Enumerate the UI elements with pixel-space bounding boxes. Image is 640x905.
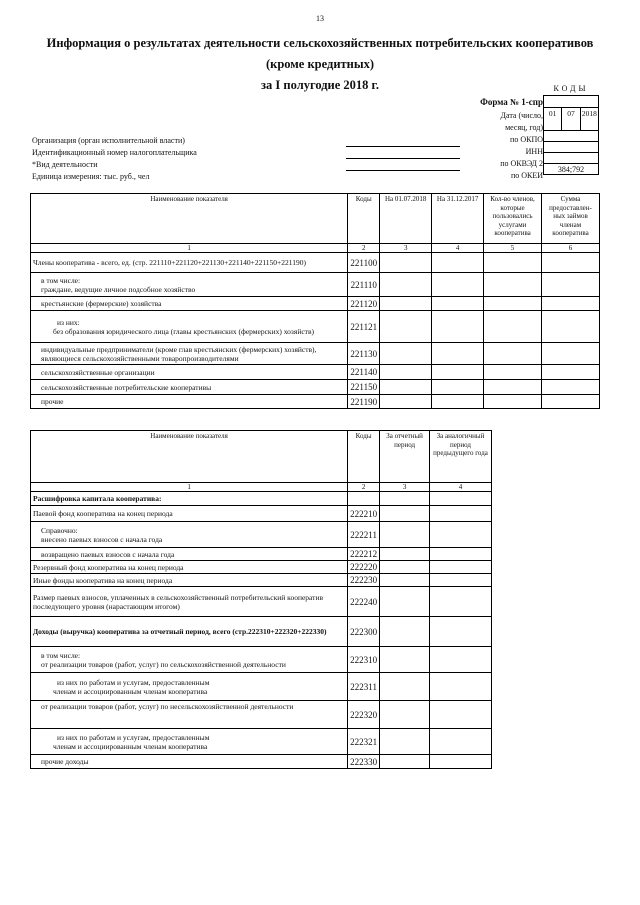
row-label-line2: внесено паевых взносов с начала года (41, 534, 163, 544)
form-code-cell (544, 96, 598, 107)
value-cell[interactable] (380, 506, 430, 522)
index-cell: 2 (348, 483, 380, 492)
value-cell[interactable] (542, 343, 600, 365)
row-label: Иные фонды кооператива на конец периода (31, 574, 348, 587)
row-label-line2: без образования юридического лица (главы крестьянских (фермерских) хозяйств) (53, 326, 314, 336)
value-cell[interactable] (380, 253, 432, 273)
value-cell[interactable] (430, 561, 492, 574)
row-code: 222210 (348, 506, 380, 522)
col-header-codes: Коды (348, 194, 380, 244)
row-label: Доходы (выручка) кооператива за отчетный период, всего (стр.222310+222320+222330) (31, 617, 348, 647)
row-label-line1: в том числе: (41, 275, 81, 285)
value-cell[interactable] (542, 273, 600, 297)
row-code: 221120 (348, 297, 380, 311)
index-cell: 5 (484, 244, 542, 253)
inn-underline (346, 158, 460, 159)
index-row (31, 244, 600, 253)
row-code: 222320 (348, 701, 380, 729)
table-row (31, 297, 600, 311)
value-cell[interactable] (380, 522, 430, 548)
form-number: Форма № 1-спр (480, 97, 543, 107)
row-code: 221110 (348, 273, 380, 297)
value-cell[interactable] (380, 673, 430, 701)
table-row (31, 617, 492, 647)
codes-header: КОДЫ (553, 84, 589, 93)
row-label-line1: Справочно: (41, 525, 78, 535)
value-cell[interactable] (484, 395, 542, 409)
title-line-3: за I полугодие 2018 г. (261, 78, 379, 92)
date-day: 01 (548, 109, 557, 118)
col-header-current-period: За отчетный период (380, 431, 430, 483)
inn-left-label: Идентификационный номер налогоплательщика (32, 148, 197, 157)
index-cell: 3 (380, 244, 432, 253)
row-label (31, 522, 348, 548)
value-cell[interactable] (380, 755, 430, 769)
row-label (31, 673, 348, 701)
col-header-date1: На 01.07.2018 (380, 194, 432, 244)
okpo-cell (544, 130, 598, 141)
index-cell: 3 (380, 483, 430, 492)
row-label: крестьянские (фермерские) хозяйства (31, 297, 348, 311)
row-code: 221100 (348, 253, 380, 273)
table-row (31, 522, 492, 548)
okei-label: по ОКЕИ (510, 171, 543, 180)
row-label: прочие доходы (31, 755, 348, 769)
value-cell[interactable] (542, 395, 600, 409)
row-code: 222211 (348, 522, 380, 548)
date-label-1: Дата (число, (500, 111, 543, 120)
okpo-label: по ОКПО (510, 135, 543, 144)
value-cell[interactable] (380, 729, 430, 755)
col-header-date2: На 31.12.2017 (432, 194, 484, 244)
row-label: возвращено паевых взносов с начала года (31, 548, 348, 561)
value-cell[interactable] (432, 311, 484, 343)
value-cell[interactable] (380, 273, 432, 297)
index-cell: 4 (430, 483, 492, 492)
capital-table-header (31, 431, 492, 483)
value-cell[interactable] (542, 380, 600, 395)
org-underline (346, 146, 460, 147)
row-label (31, 729, 348, 755)
value-cell[interactable] (432, 395, 484, 409)
activity-label: *Вид деятельности (32, 160, 98, 169)
row-code: 222240 (348, 587, 380, 617)
row-label-line2: от реализации товаров (работ, услуг) по сельскохозяйственной деятельности (41, 659, 286, 669)
inn-label: ИНН (525, 147, 543, 156)
value-cell[interactable] (430, 522, 492, 548)
col-header-codes: Коды (348, 431, 380, 483)
value-cell[interactable] (380, 311, 432, 343)
row-label: сельскохозяйственные организации (31, 365, 348, 380)
row-label-line1: из них по работам и услугам, предоставленным (57, 732, 210, 742)
value-cell[interactable] (430, 574, 492, 587)
row-code: 222230 (348, 574, 380, 587)
index-cell: 4 (432, 244, 484, 253)
row-label: сельскохозяйственные потребительские кооперативы (31, 380, 348, 395)
row-label-line1: из них по работам и услугам, предоставленным (57, 677, 210, 687)
value-cell[interactable] (380, 647, 430, 673)
value-cell[interactable] (430, 701, 492, 729)
table-row (31, 343, 600, 365)
date-label-2: месяц, год) (505, 123, 543, 132)
row-label: от реализации товаров (работ, услуг) по несельскохозяйственной деятельности (31, 701, 348, 729)
row-label: Размер паевых взносов, уплаченных в сельскохозяйственный потребительский кооператив последующего уровня (нарастающим итогом) (31, 587, 348, 617)
value-cell[interactable] (380, 701, 430, 729)
value-cell[interactable] (542, 365, 600, 380)
index-cell: 2 (348, 244, 380, 253)
col-header-members-count: Кол-во членов, которые пользовались услугами кооператива (484, 194, 542, 244)
value-cell[interactable] (380, 343, 432, 365)
row-label: Члены кооператива - всего, ед. (стр. 221110+221120+221130+221140+221150+221190) (31, 253, 348, 273)
value-cell[interactable] (542, 297, 600, 311)
row-code: 221190 (348, 395, 380, 409)
value-cell[interactable] (432, 343, 484, 365)
row-code: 222321 (348, 729, 380, 755)
value-cell[interactable] (484, 297, 542, 311)
table-row (31, 395, 600, 409)
capital-table (30, 430, 492, 769)
table-row (31, 253, 600, 273)
value-cell[interactable] (432, 380, 484, 395)
row-code: 222310 (348, 647, 380, 673)
unit-label: Единица измерения: тыс. руб., чел (32, 172, 150, 181)
okved-label: по ОКВЭД 2 (500, 159, 543, 168)
table-row (31, 380, 600, 395)
row-code: 222300 (348, 617, 380, 647)
table-row (31, 673, 492, 701)
title-line-2: (кроме кредитных) (265, 57, 375, 71)
row-label (31, 311, 348, 343)
index-row (31, 483, 492, 492)
row-label-line2: граждане, ведущие личное подсобное хозяйство (41, 284, 196, 294)
row-label (31, 647, 348, 673)
title-line-1: Информация о результатах деятельности сельскохозяйственных потребительских кооперативов (46, 36, 594, 50)
section-title: Расшифровка капитала кооператива: (31, 492, 348, 506)
value-cell[interactable] (542, 253, 600, 273)
table-row (31, 701, 492, 729)
value-cell[interactable] (484, 365, 542, 380)
table-row (31, 273, 600, 297)
value-cell[interactable] (484, 311, 542, 343)
value-cell[interactable] (380, 561, 430, 574)
index-cell: 1 (31, 483, 348, 492)
section-row (31, 492, 492, 506)
members-table (30, 193, 600, 409)
value-cell[interactable] (484, 273, 542, 297)
value-cell[interactable] (432, 273, 484, 297)
value-cell[interactable] (484, 253, 542, 273)
row-label: прочие (31, 395, 348, 409)
activity-underline (346, 170, 460, 171)
value-cell[interactable] (380, 395, 432, 409)
index-cell: 1 (31, 244, 348, 253)
value-cell[interactable] (430, 587, 492, 617)
row-label-line2: членам и ассоциированным членам кооператива (53, 741, 208, 751)
table-row (31, 311, 600, 343)
col-header-loans-sum: Сумма предоставлен-ных займов членам кооператива (542, 194, 600, 244)
codes-box (543, 95, 599, 175)
value-cell[interactable] (380, 587, 430, 617)
row-code: 221121 (348, 311, 380, 343)
org-label: Организация (орган исполнительной власти) (32, 136, 185, 145)
value-cell[interactable] (430, 755, 492, 769)
value-cell[interactable] (430, 506, 492, 522)
row-label: Резервный фонд кооператива на конец периода (31, 561, 348, 574)
page-number: 13 (316, 14, 324, 23)
row-code: 222311 (348, 673, 380, 701)
date-year: 2018 (580, 108, 598, 130)
col-header-previous-period: За аналогичный период предыдущего года (430, 431, 492, 483)
value-cell[interactable] (380, 548, 430, 561)
table-row (31, 587, 492, 617)
value-cell[interactable] (432, 297, 484, 311)
row-label (31, 273, 348, 297)
value-cell[interactable] (380, 297, 432, 311)
value-cell[interactable] (380, 617, 430, 647)
col-header-name: Наименование показателя (31, 431, 348, 483)
empty-cell (380, 492, 430, 506)
value-cell[interactable] (430, 548, 492, 561)
row-code: 221130 (348, 343, 380, 365)
value-cell[interactable] (484, 343, 542, 365)
table-row (31, 755, 492, 769)
table-row (31, 647, 492, 673)
row-code: 222220 (348, 561, 380, 574)
value-cell[interactable] (380, 574, 430, 587)
inn-cell (544, 141, 598, 152)
table-row (31, 574, 492, 587)
table-row (31, 365, 600, 380)
row-code: 222330 (348, 755, 380, 769)
row-label: индивидуальные предприниматели (кроме глав крестьянских (фермерских) хозяйств), являющиеся сельскохозяйственными товаропроизводителями (31, 343, 348, 365)
value-cell[interactable] (542, 311, 600, 343)
table-row (31, 548, 492, 561)
row-label-line2: членам и ассоциированным членам кооператива (53, 686, 208, 696)
table-row (31, 729, 492, 755)
value-cell[interactable] (430, 647, 492, 673)
value-cell[interactable] (432, 253, 484, 273)
row-code: 222212 (348, 548, 380, 561)
value-cell[interactable] (430, 673, 492, 701)
empty-cell (348, 492, 380, 506)
row-label-line1: в том числе: (41, 650, 81, 660)
value-cell[interactable] (380, 380, 432, 395)
col-header-name: Наименование показателя (31, 194, 348, 244)
value-cell[interactable] (430, 729, 492, 755)
date-cells (544, 107, 598, 130)
value-cell[interactable] (380, 365, 432, 380)
okei-cell: 384;792 (544, 163, 598, 174)
value-cell[interactable] (430, 617, 492, 647)
date-month: 07 (561, 108, 579, 130)
row-code: 221140 (348, 365, 380, 380)
value-cell[interactable] (432, 365, 484, 380)
table-row (31, 506, 492, 522)
row-label-line1: из них: (57, 317, 80, 327)
table-row (31, 561, 492, 574)
index-cell: 6 (542, 244, 600, 253)
value-cell[interactable] (484, 380, 542, 395)
row-label: Паевой фонд кооператива на конец периода (31, 506, 348, 522)
members-table-header (31, 194, 600, 244)
empty-cell (430, 492, 492, 506)
okved-cell (544, 152, 598, 163)
row-code: 221150 (348, 380, 380, 395)
